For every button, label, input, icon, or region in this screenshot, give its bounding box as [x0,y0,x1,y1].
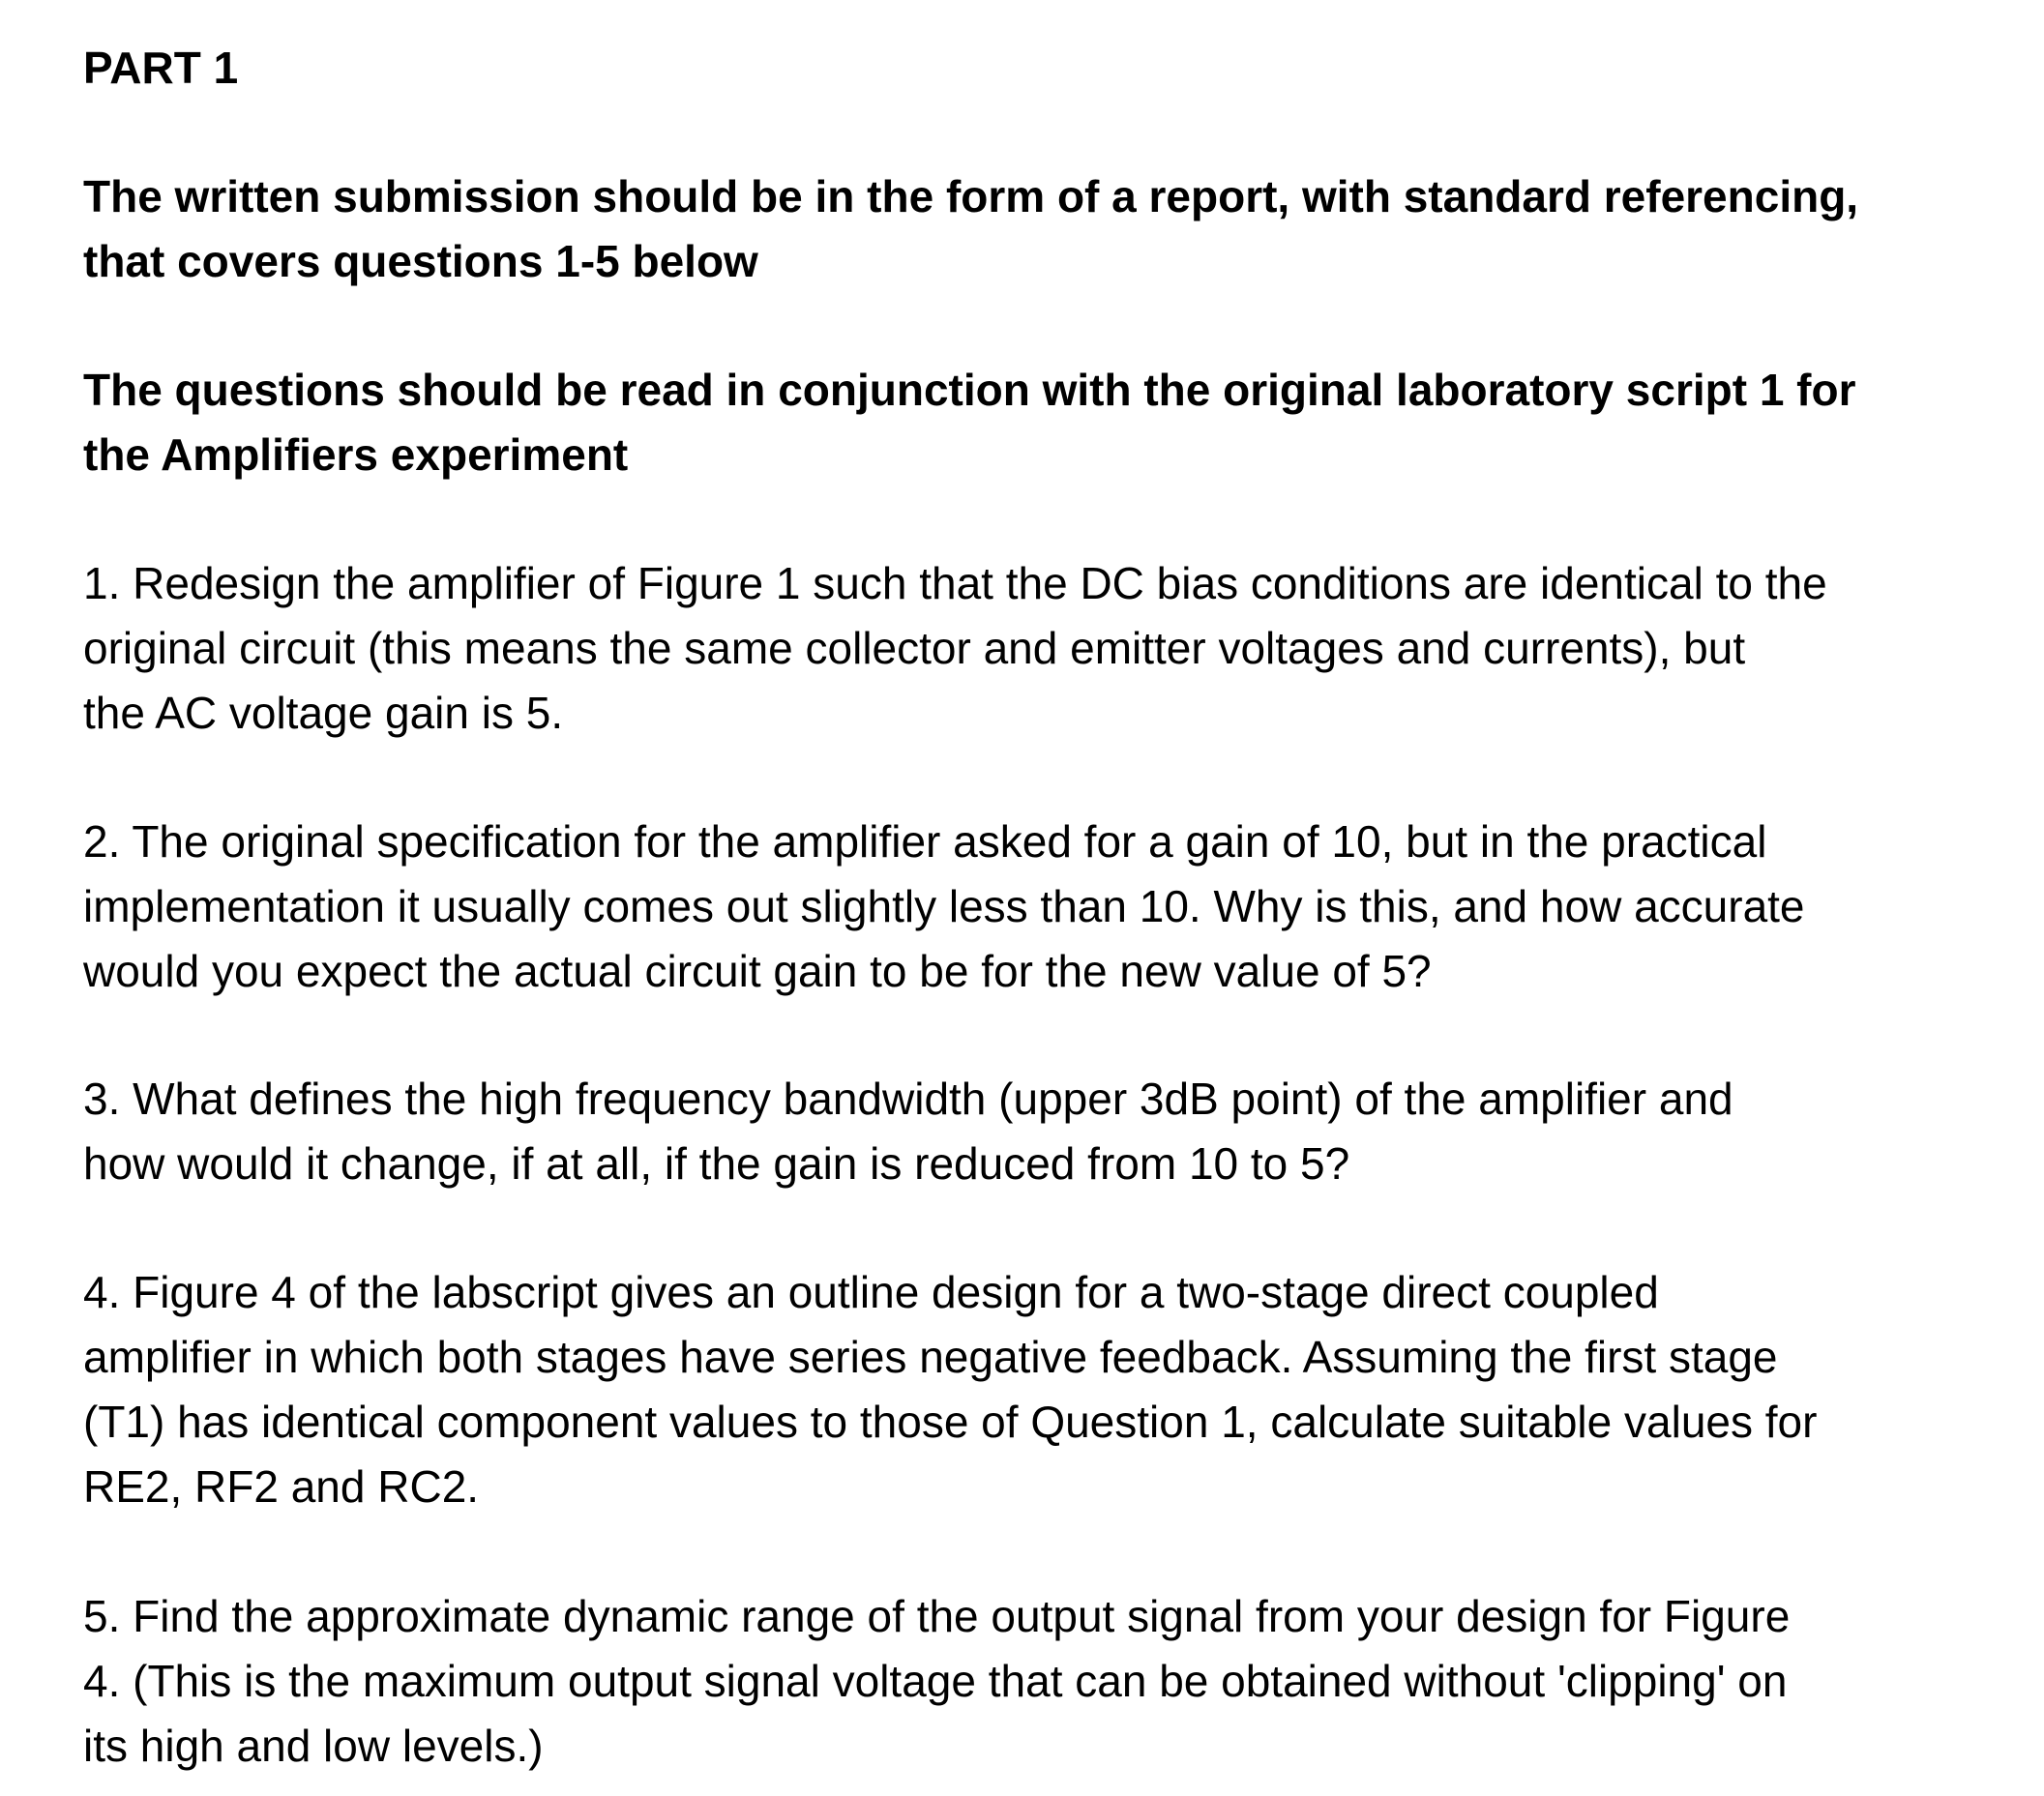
text-line: implementation it usually comes out slightly less than 10. Why is this, and how accurate [83,881,1805,931]
text-line: would you expect the actual circuit gain to be for the new value of 5? [83,946,1432,996]
text-line: 1. Redesign the amplifier of Figure 1 such that the DC bias conditions are identical to the [83,558,1827,608]
text-line: 2. The original specification for the amplifier asked for a gain of 10, but in the practical [83,816,1767,867]
question-5 [83,1584,1790,1779]
text-line: 3. What defines the high frequency bandwidth (upper 3dB point) of the amplifier and [83,1074,1733,1124]
text-line: 5. Find the approximate dynamic range of the output signal from your design for Figure [83,1591,1791,1641]
text-line: the AC voltage gain is 5. [83,688,564,738]
text-line: The questions should be read in conjunction with the original laboratory script 1 for [83,365,1856,415]
question-2 [83,810,1805,1004]
text-line: RE2, RF2 and RC2. [83,1461,480,1512]
text-line: amplifier in which both stages have series negative feedback. Assuming the first stage [83,1332,1778,1382]
question-4 [83,1260,1817,1519]
text-line: The written submission should be in the form of a report, with standard referencing, [83,171,1859,221]
submission-instructions [83,164,1858,294]
text-line: original circuit (this means the same collector and emitter voltages and currents), but [83,623,1746,673]
text-line: its high and low levels.) [83,1721,544,1771]
text-line: that covers questions 1-5 below [83,236,758,286]
text-line: (T1) has identical component values to those of Question 1, calculate suitable values for [83,1397,1818,1447]
text-line: 4. Figure 4 of the labscript gives an outline design for a two-stage direct coupled [83,1267,1659,1317]
text-line: 4. (This is the maximum output signal voltage that can be obtained without 'clipping' on [83,1656,1788,1706]
question-3 [83,1067,1733,1196]
text-line: the Amplifiers experiment [83,429,629,480]
part-heading: PART 1 [83,43,239,93]
question-1 [83,551,1827,746]
reading-instructions [83,358,1856,487]
text-line: how would it change, if at all, if the gain is reduced from 10 to 5? [83,1138,1350,1189]
